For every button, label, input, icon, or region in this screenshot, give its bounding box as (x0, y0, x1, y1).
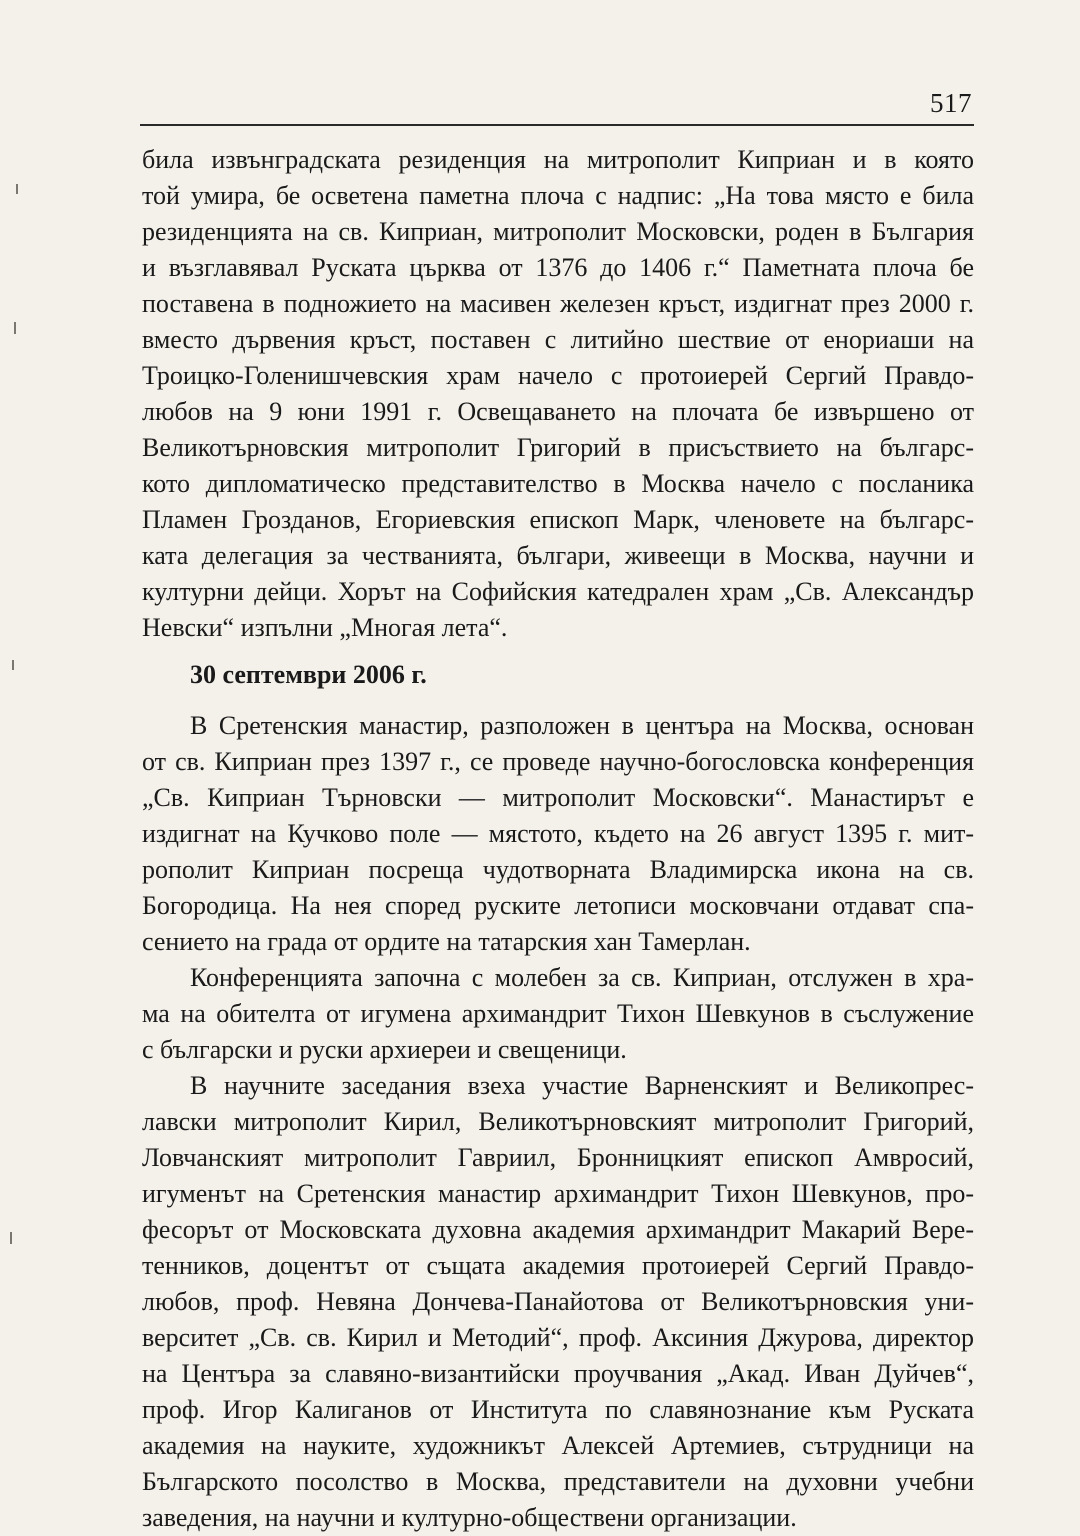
text-line: Троицко-Голенишчевския храм начело с протоиерей Сергий Правдо- (142, 361, 974, 390)
scan-margin-mark (16, 184, 18, 194)
text-line: проф. Игор Калиганов от Института по славянознание към Руската (142, 1395, 974, 1424)
text-line: В Сретенския манастир, разположен в центъра на Москва, основан (190, 711, 974, 740)
text-line: любов, проф. Невяна Дончева-Панайотова от Великотърновския уни- (142, 1287, 974, 1316)
text-line: Пламен Грозданов, Егориевския епископ Марк, членовете на българс- (142, 505, 974, 534)
text-line: рополит Киприан посреща чудотворната Владимирска икона на св. (142, 855, 974, 884)
text-line: Българското посолство в Москва, представители на духовни учебни (142, 1467, 974, 1496)
text-line: и възглавявал Руската църква от 1376 до 1406 г.“ Паметната плоча бе (142, 253, 974, 282)
paragraph-2 (142, 708, 974, 960)
scan-margin-mark (10, 1232, 12, 1244)
text-line: любов на 9 юни 1991 г. Освещаването на плочата бе извършено от (142, 397, 974, 426)
text-line: била извънградската резиденция на митрополит Киприан и в която (142, 145, 974, 174)
text-line: верситет „Св. св. Кирил и Методий“, проф. Аксиния Джурова, директор (142, 1323, 974, 1352)
text-line: лавски митрополит Кирил, Великотърновският митрополит Григорий, (142, 1107, 974, 1136)
paragraph-3 (142, 960, 974, 1068)
text-line: издигнат на Кучково поле — мястото, където на 26 август 1395 г. мит- (142, 819, 974, 848)
text-line: Ловчанският митрополит Гавриил, Бронницкият епископ Амвросий, (142, 1143, 974, 1172)
header-rule (140, 124, 974, 126)
text-line: сението на града от ордите на татарския хан Тамерлан. (142, 927, 751, 956)
text-line: ма на обителта от игумена архимандрит Тихон Шевкунов в съслужение (142, 999, 974, 1028)
text-line: с български и руски архиереи и свещеници. (142, 1035, 627, 1064)
text-line: поставена в подножието на масивен железен кръст, издигнат през 2000 г. (142, 289, 974, 318)
text-line: ката делегация за честванията, българи, живеещи в Москва, научни и (142, 541, 974, 570)
text-line: на Центъра за славяно-византийски проучвания „Акад. Иван Дуйчев“, (142, 1359, 974, 1388)
scan-margin-mark (12, 660, 14, 670)
text-line: кото дипломатическо представителство в Москва начело с посланика (142, 469, 974, 498)
text-line: игуменът на Сретенския манастир архимандрит Тихон Шевкунов, про- (142, 1179, 974, 1208)
text-line: фесорът от Московската духовна академия архимандрит Макарий Вере- (142, 1215, 974, 1244)
text-line: културни дейци. Хорът на Софийския катедрален храм „Св. Александър (142, 577, 974, 606)
text-line: В научните заседания взеха участие Варненският и Великопрес- (190, 1071, 974, 1100)
text-line: резиденцията на св. Киприан, митрополит Московски, роден в България (142, 217, 974, 246)
paragraph-4 (142, 1068, 974, 1536)
text-line: от св. Киприан през 1397 г., се проведе научно-богословска конференция (142, 747, 974, 776)
text-line: академия на науките, художникът Алексей Артемиев, сътрудници на (142, 1431, 974, 1460)
text-line: тенников, доцентът от същата академия протоиерей Сергий Правдо- (142, 1251, 974, 1280)
date-heading: 30 септември 2006 г. (190, 660, 427, 689)
scan-margin-mark (14, 322, 16, 334)
text-line: „Св. Киприан Търновски — митрополит Московски“. Манастирът е (142, 783, 974, 812)
body-text (142, 142, 974, 1536)
text-line: заведения, на научни и културно-обществени организации. (142, 1503, 797, 1532)
text-line: вместо дървения кръст, поставен с литийно шествие от енориаши на (142, 325, 974, 354)
text-line: Конференцията започна с молебен за св. Киприан, отслужен в хра- (190, 963, 974, 992)
paragraph-1 (142, 142, 974, 646)
page-number: 517 (930, 88, 972, 118)
text-line: Великотърновския митрополит Григорий в присъствието на българс- (142, 433, 974, 462)
text-line: Богородица. На нея според руските летописи московчани отдават спа- (142, 891, 974, 920)
text-line: той умира, бе осветена паметна плоча с надпис: „На това място е била (142, 181, 974, 210)
text-line: Невски“ изпълни „Многая лета“. (142, 613, 508, 642)
